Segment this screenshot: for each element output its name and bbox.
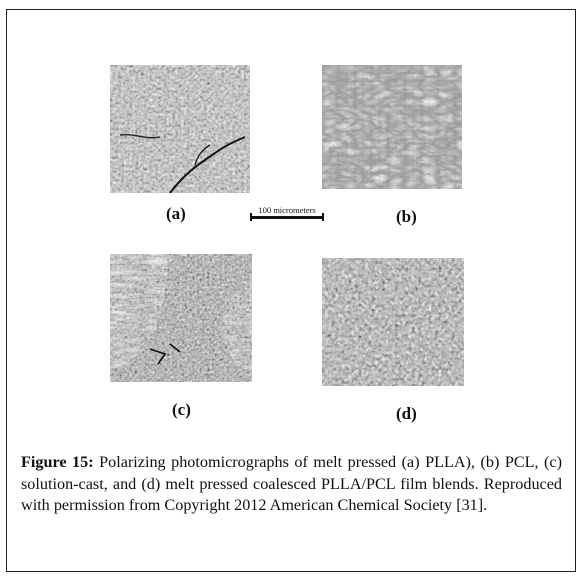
caption-text: Polarizing photomicrographs of melt pressed (a) PLLA), (b) PCL, (c) solution-cast, and (d) melt pressed coalesced PLLA/PCL film blends. Reproduced with permission from Copyright 2012 American Chemical Society [31]. [21,453,562,514]
scale-bar-text: 100 micrometers [258,205,316,215]
panel-label-c: (c) [172,400,191,419]
panel-label-b: (b) [396,207,417,226]
figure-caption [21,452,562,517]
micrograph-b [322,65,462,189]
scale-bar [250,205,324,221]
caption-label: Figure 15: [21,453,94,471]
micrograph-a [110,65,250,193]
panel-label-d: (d) [396,404,417,423]
panel-label-a: (a) [166,204,186,223]
micrograph-c [110,254,252,382]
micrograph-d [322,258,464,386]
